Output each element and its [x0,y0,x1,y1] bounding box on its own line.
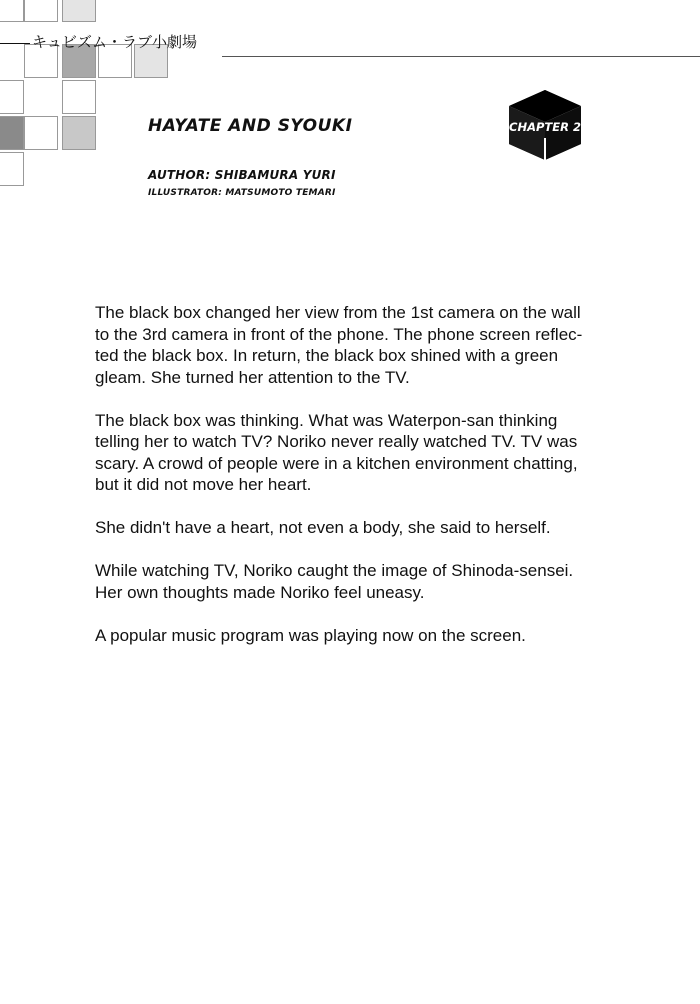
body-text [95,302,625,668]
text-line: to the 3rd camera in front of the phone. The phone screen reflec- [95,324,583,344]
author-credit: AUTHOR: SHIBAMURA YURI [148,168,336,182]
series-header [0,28,700,56]
text-line: A popular music program was playing now on the screen. [95,625,526,645]
deco-square [24,0,58,22]
deco-square [0,80,24,114]
text-line: She didn't have a heart, not even a body, she said to herself. [95,518,551,537]
deco-square [0,116,24,150]
text-line: The black box was thinking. What was Waterpon-san thinking [95,410,558,430]
text-line: While watching TV, Noriko caught the image of Shinoda-sensei. [95,561,574,580]
text-line: but it did not move her heart. [95,475,312,494]
text-line: scary. A crowd of people were in a kitchen environment chatting, [95,453,578,473]
header-rule [222,56,700,57]
illustrator-credit: ILLUSTRATOR: MATSUMOTO TEMARI [148,188,336,198]
header-lead-line [0,43,30,44]
paragraph [95,517,625,539]
text-line: Her own thoughts made Noriko feel uneasy. [95,582,425,602]
chapter-badge [505,88,585,164]
chapter-label: CHAPTER 2 [509,120,581,134]
deco-square [62,116,96,150]
paragraph [95,302,625,388]
deco-square [62,80,96,114]
text-line: gleam. She turned her attention to the TV. [95,367,410,387]
story-title: HAYATE AND SYOUKI [148,116,353,136]
text-line: The black box changed her view from the 1st camera on the wall [95,303,581,322]
deco-square [24,116,58,150]
deco-square [62,0,96,22]
text-line: telling her to watch TV? Noriko never really watched TV. TV was [95,432,578,451]
deco-square [0,0,24,22]
paragraph [95,560,625,603]
paragraph [95,410,625,496]
paragraph [95,625,625,647]
series-title: キュビズム・ラブ小劇場 [32,33,198,51]
deco-square [0,152,24,186]
text-line: ted the black box. In return, the black box shined with a green [95,346,559,365]
